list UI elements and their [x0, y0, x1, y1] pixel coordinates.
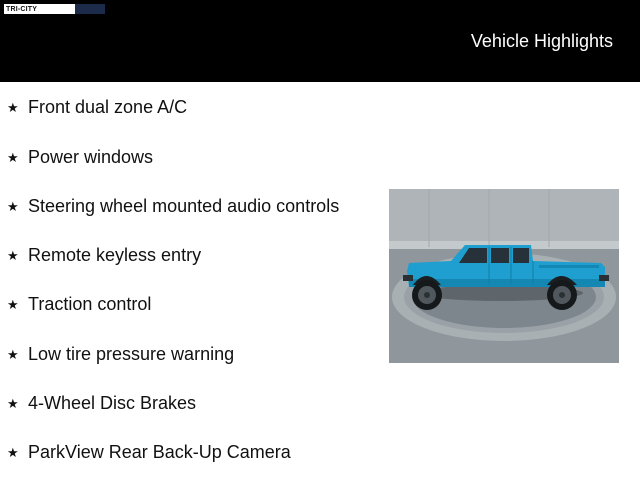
- feature-label: Remote keyless entry: [28, 244, 202, 265]
- dealer-logo: [4, 4, 105, 14]
- page-title: Vehicle Highlights: [470, 31, 613, 51]
- star-icon: ★: [7, 149, 19, 165]
- feature-item: [7, 392, 196, 414]
- feature-label: Low tire pressure warning: [28, 343, 235, 364]
- star-icon: ★: [7, 296, 19, 312]
- star-icon: ★: [7, 395, 19, 411]
- feature-item: [7, 195, 339, 217]
- star-icon: ★: [7, 247, 19, 263]
- feature-item: [7, 96, 187, 118]
- feature-label: Front dual zone A/C: [28, 96, 188, 117]
- feature-item: [7, 441, 291, 463]
- header-bar: [0, 0, 640, 82]
- star-icon: ★: [7, 444, 19, 460]
- star-icon: ★: [7, 198, 19, 214]
- pickup-truck-image: [389, 189, 619, 363]
- feature-item: [7, 146, 153, 168]
- logo-contact-box: [75, 4, 105, 14]
- star-icon: ★: [7, 346, 19, 362]
- feature-item: [7, 293, 151, 315]
- feature-label: Steering wheel mounted audio controls: [28, 195, 340, 216]
- feature-label: ParkView Rear Back-Up Camera: [28, 441, 291, 462]
- vehicle-photo: [389, 189, 619, 363]
- feature-label: Power windows: [28, 146, 154, 167]
- logo-name: TRI-CITY: [6, 5, 38, 13]
- feature-item: [7, 244, 201, 266]
- feature-label: 4-Wheel Disc Brakes: [28, 392, 197, 413]
- feature-label: Traction control: [28, 293, 152, 314]
- star-icon: ★: [7, 99, 19, 115]
- feature-item: [7, 343, 234, 365]
